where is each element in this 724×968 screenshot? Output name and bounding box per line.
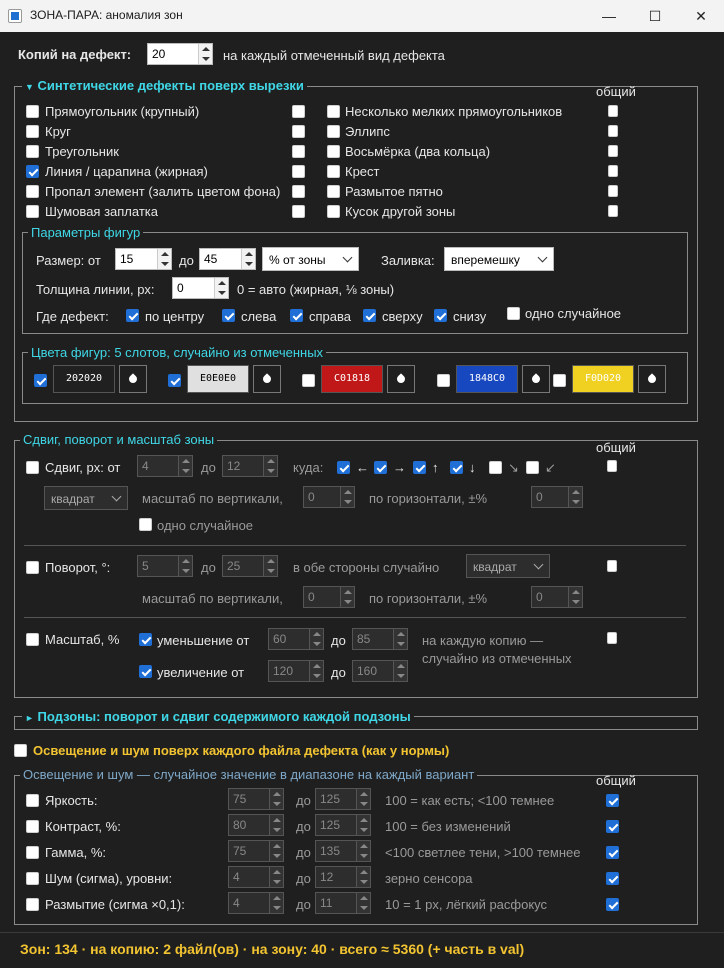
synthetic-right-checkbox-3[interactable] xyxy=(327,165,340,178)
lighting-row-hint-0: 100 = как есть; <100 темнее xyxy=(385,793,555,808)
lighting-row-common-checkbox-0[interactable] xyxy=(606,794,619,807)
scale-increase-checkbox[interactable] xyxy=(139,665,152,678)
synthetic-left-checkbox-2[interactable] xyxy=(26,145,39,158)
rotation-vscale-spinner[interactable]: 0 xyxy=(303,586,355,608)
where-checkbox-2[interactable] xyxy=(290,309,303,322)
direction-checkbox-5[interactable] xyxy=(526,461,539,474)
synthetic-right-checkbox-0[interactable] xyxy=(327,105,340,118)
where-label-5: одно случайное xyxy=(525,306,622,321)
shift-vscale-label: масштаб по вертикали, xyxy=(142,491,283,506)
window-title: ЗОНА-ПАРА: аномалия зон xyxy=(30,8,183,22)
scale-increase-label: увеличение от xyxy=(157,665,245,680)
color-slot-checkbox-1[interactable] xyxy=(168,374,181,387)
lighting-row-to-spinner-1[interactable]: 125 xyxy=(315,814,371,836)
shift-one-random-label: одно случайное xyxy=(157,518,254,533)
rotation-shape-select[interactable]: квадрат xyxy=(466,554,550,578)
lighting-row-common-checkbox-4[interactable] xyxy=(606,898,619,911)
synthetic-left-common-checkbox-0[interactable] xyxy=(292,105,305,118)
lighting-row-to-label-3: до xyxy=(296,871,311,886)
colors-title: Цвета фигур: 5 слотов, случайно из отмеченных xyxy=(28,345,326,360)
scale-common-checkbox[interactable] xyxy=(607,632,617,644)
lighting-row-label-3: Шум (сигма), уровни: xyxy=(45,871,173,886)
color-slot-swatch-2[interactable]: C01818 xyxy=(321,365,383,393)
synthetic-left-common-checkbox-2[interactable] xyxy=(292,145,305,158)
rotation-from-spinner[interactable]: 5 xyxy=(137,555,193,577)
synthetic-right-label-5: Кусок другой зоны xyxy=(345,204,456,219)
lighting-row-label-1: Контраст, %: xyxy=(45,819,121,834)
scale-hint-1: на каждую копию — xyxy=(422,633,544,648)
lighting-row-from-spinner-2[interactable]: 75 xyxy=(228,840,284,862)
synthetic-left-checkbox-0[interactable] xyxy=(26,105,39,118)
synthetic-left-label-2: Треугольник xyxy=(45,144,119,159)
synthetic-left-common-checkbox-5[interactable] xyxy=(292,205,305,218)
where-label: Где дефект: xyxy=(36,309,109,324)
lighting-row-to-spinner-0[interactable]: 125 xyxy=(315,788,371,810)
lighting-row-to-label-0: до xyxy=(296,793,311,808)
synthetic-right-checkbox-5[interactable] xyxy=(327,205,340,218)
rotation-label: Поворот, °: xyxy=(45,560,111,575)
thickness-hint: 0 = авто (жирная, ⅛ зоны) xyxy=(237,282,395,297)
synthetic-right-common-checkbox-5[interactable] xyxy=(608,205,618,217)
subzones-title[interactable]: ► Подзоны: поворот и сдвиг содержимого каждой подзоны xyxy=(22,709,414,724)
where-checkbox-5[interactable] xyxy=(507,307,520,320)
synthetic-right-checkbox-2[interactable] xyxy=(327,145,340,158)
color-slot-checkbox-2[interactable] xyxy=(302,374,315,387)
shift-hscale-spinner[interactable]: 0 xyxy=(531,486,583,508)
rotation-hscale-label: по горизонтали, ±% xyxy=(369,591,488,606)
color-slot-swatch-0[interactable]: 202020 xyxy=(53,365,115,393)
direction-arrow-icon-4: ↘ xyxy=(508,460,519,475)
eyedropper-icon[interactable] xyxy=(253,365,281,393)
lighting-row-label-4: Размытие (сигма ×0,1): xyxy=(45,897,185,912)
shift-from-spinner[interactable]: 4 xyxy=(137,455,193,477)
synthetic-right-label-1: Эллипс xyxy=(345,124,390,139)
where-label-2: справа xyxy=(309,309,351,324)
synthetic-title[interactable]: ▼ Синтетические дефекты поверх вырезки xyxy=(22,78,307,93)
params-title: Параметры фигур xyxy=(28,225,143,240)
lighting-row-checkbox-1[interactable] xyxy=(26,820,39,833)
synthetic-left-checkbox-1[interactable] xyxy=(26,125,39,138)
direction-arrow-icon-0: ← xyxy=(356,460,369,475)
rotation-hscale-spinner[interactable]: 0 xyxy=(531,586,583,608)
title-bar xyxy=(0,0,724,32)
direction-checkbox-1[interactable] xyxy=(374,461,387,474)
scale-decrease-label: уменьшение от xyxy=(157,633,250,648)
color-slot-swatch-1[interactable]: E0E0E0 xyxy=(187,365,249,393)
synthetic-right-common-checkbox-3[interactable] xyxy=(608,165,618,177)
where-checkbox-4[interactable] xyxy=(434,309,447,322)
shift-common-checkbox[interactable] xyxy=(607,460,617,472)
lighting-row-checkbox-0[interactable] xyxy=(26,794,39,807)
synthetic-right-checkbox-4[interactable] xyxy=(327,185,340,198)
scale-decrease-to-spinner[interactable]: 85 xyxy=(352,628,408,650)
synthetic-left-label-1: Круг xyxy=(45,124,71,139)
shift-to-spinner[interactable]: 12 xyxy=(222,455,278,477)
status-bar xyxy=(0,932,724,968)
scale-decrease-from-spinner[interactable]: 60 xyxy=(268,628,324,650)
where-label-0: по центру xyxy=(145,309,205,324)
direction-arrow-icon-3: ↓ xyxy=(469,460,476,475)
divider xyxy=(24,617,686,618)
shift-checkbox[interactable] xyxy=(26,461,39,474)
color-slot-swatch-4[interactable]: F0D020 xyxy=(572,365,634,393)
synthetic-left-common-checkbox-1[interactable] xyxy=(292,125,305,138)
maximize-button[interactable]: ☐ xyxy=(648,8,662,24)
lighting-row-hint-4: 10 = 1 px, лёгкий расфокус xyxy=(385,897,548,912)
synthetic-common-label: общий xyxy=(596,84,636,99)
scale-decrease-checkbox[interactable] xyxy=(139,633,152,646)
close-button[interactable]: ✕ xyxy=(695,8,707,24)
synthetic-left-checkbox-5[interactable] xyxy=(26,205,39,218)
thickness-label: Толщина линии, px: xyxy=(36,282,155,297)
shift-one-random-checkbox[interactable] xyxy=(139,518,152,531)
lighting-row-to-label-2: до xyxy=(296,845,311,860)
lighting-row-checkbox-3[interactable] xyxy=(26,872,39,885)
shift-label: Сдвиг, px: от xyxy=(45,460,121,475)
size-to-spinner[interactable]: 45 xyxy=(199,248,256,270)
lighting-row-common-checkbox-1[interactable] xyxy=(606,820,619,833)
copies-suffix: на каждый отмеченный вид дефекта xyxy=(223,48,445,63)
rotation-vscale-label: масштаб по вертикали, xyxy=(142,591,283,606)
lighting-row-to-label-1: до xyxy=(296,819,311,834)
lighting-row-from-spinner-4[interactable]: 4 xyxy=(228,892,284,914)
shift-title: Сдвиг, поворот и масштаб зоны xyxy=(20,432,217,447)
collapse-triangle-icon: ▼ xyxy=(25,82,34,92)
size-unit-select[interactable]: % от зоны xyxy=(262,247,359,271)
eyedropper-icon[interactable] xyxy=(522,365,550,393)
rotation-hint: в обе стороны случайно xyxy=(293,560,440,575)
app-icon xyxy=(8,9,22,23)
synthetic-left-label-3: Линия / царапина (жирная) xyxy=(45,164,208,179)
fill-label: Заливка: xyxy=(381,253,435,268)
synthetic-left-checkbox-4[interactable] xyxy=(26,185,39,198)
direction-checkbox-0[interactable] xyxy=(337,461,350,474)
synthetic-right-common-checkbox-0[interactable] xyxy=(608,105,618,117)
synthetic-left-label-5: Шумовая заплатка xyxy=(45,204,158,219)
shift-common-label: общий xyxy=(596,440,636,455)
lighting-row-common-checkbox-2[interactable] xyxy=(606,846,619,859)
rotation-to-spinner[interactable]: 25 xyxy=(222,555,278,577)
where-checkbox-0[interactable] xyxy=(126,309,139,322)
color-slot-checkbox-4[interactable] xyxy=(553,374,566,387)
synthetic-left-common-checkbox-4[interactable] xyxy=(292,185,305,198)
size-label: Размер: от xyxy=(36,253,101,268)
where-label-3: сверху xyxy=(382,309,423,324)
direction-arrow-icon-2: ↑ xyxy=(432,460,439,475)
direction-checkbox-3[interactable] xyxy=(450,461,463,474)
shift-hscale-label: по горизонтали, ±% xyxy=(369,491,488,506)
synthetic-left-checkbox-3[interactable] xyxy=(26,165,39,178)
where-label-4: снизу xyxy=(453,309,487,324)
lighting-row-label-0: Яркость: xyxy=(45,793,98,808)
lighting-row-hint-2: <100 светлее тени, >100 темнее xyxy=(385,845,581,860)
divider xyxy=(24,545,686,546)
where-label-1: слева xyxy=(241,309,277,324)
lighting-row-to-label-4: до xyxy=(296,897,311,912)
lighting-row-hint-3: зерно сенсора xyxy=(385,871,473,886)
lighting-row-from-spinner-0[interactable]: 75 xyxy=(228,788,284,810)
synthetic-right-common-checkbox-4[interactable] xyxy=(608,185,618,197)
size-from-spinner[interactable]: 15 xyxy=(115,248,172,270)
direction-arrow-icon-5: ↙ xyxy=(545,460,556,475)
shift-to-label: до xyxy=(201,460,216,475)
color-slot-checkbox-0[interactable] xyxy=(34,374,47,387)
synthetic-right-label-0: Несколько мелких прямоугольников xyxy=(345,104,563,119)
scale-decrease-to-label: до xyxy=(331,633,346,648)
direction-checkbox-2[interactable] xyxy=(413,461,426,474)
minimize-button[interactable]: — xyxy=(602,8,616,24)
synthetic-right-label-4: Размытое пятно xyxy=(345,184,443,199)
synthetic-right-common-checkbox-2[interactable] xyxy=(608,145,618,157)
size-to-label: до xyxy=(179,253,194,268)
copies-label: Копий на дефект: xyxy=(18,47,132,62)
color-slot-swatch-3[interactable]: 1848C0 xyxy=(456,365,518,393)
scale-checkbox[interactable] xyxy=(26,633,39,646)
lighting-checkbox[interactable] xyxy=(14,744,27,757)
expand-triangle-icon: ► xyxy=(25,713,34,723)
direction-checkbox-4[interactable] xyxy=(489,461,502,474)
thickness-spinner[interactable]: 0 xyxy=(172,277,229,299)
lighting-common-label: общий xyxy=(596,773,636,788)
lighting-row-from-spinner-3[interactable]: 4 xyxy=(228,866,284,888)
lighting-row-label-2: Гамма, %: xyxy=(45,845,107,860)
eyedropper-icon[interactable] xyxy=(638,365,666,393)
lighting-row-to-spinner-4[interactable]: 11 xyxy=(315,892,371,914)
synthetic-right-label-2: Восьмёрка (два кольца) xyxy=(345,144,491,159)
lighting-row-checkbox-4[interactable] xyxy=(26,898,39,911)
color-slot-checkbox-3[interactable] xyxy=(437,374,450,387)
lighting-row-common-checkbox-3[interactable] xyxy=(606,872,619,885)
fill-select[interactable]: вперемешку xyxy=(444,247,554,271)
rotation-checkbox[interactable] xyxy=(26,561,39,574)
scale-label: Масштаб, % xyxy=(45,632,120,647)
where-checkbox-3[interactable] xyxy=(363,309,376,322)
scale-increase-to-label: до xyxy=(331,665,346,680)
lighting-row-from-spinner-1[interactable]: 80 xyxy=(228,814,284,836)
synthetic-left-label-4: Пропал элемент (залить цветом фона) xyxy=(45,184,281,199)
lighting-toggle-label: Освещение и шум поверх каждого файла дефекта (как у нормы) xyxy=(33,743,450,758)
eyedropper-icon[interactable] xyxy=(119,365,147,393)
shift-shape-select[interactable]: квадрат xyxy=(44,486,128,510)
synthetic-right-checkbox-1[interactable] xyxy=(327,125,340,138)
synthetic-right-label-3: Крест xyxy=(345,164,380,179)
synthetic-left-label-0: Прямоугольник (крупный) xyxy=(45,104,200,119)
scale-hint-2: случайно из отмеченных xyxy=(422,651,572,666)
direction-arrow-icon-1: → xyxy=(393,460,406,475)
synthetic-right-common-checkbox-1[interactable] xyxy=(608,125,618,137)
lighting-row-hint-1: 100 = без изменений xyxy=(385,819,511,834)
status-text: Зон: 134 · на копию: 2 файл(ов) · на зону: 40 · всего ≈ 5360 (+ часть в val) xyxy=(20,941,525,957)
shift-where-label: куда: xyxy=(293,460,324,475)
where-checkbox-1[interactable] xyxy=(222,309,235,322)
eyedropper-icon[interactable] xyxy=(387,365,415,393)
lighting-row-to-spinner-2[interactable]: 135 xyxy=(315,840,371,862)
scale-increase-from-spinner[interactable]: 120 xyxy=(268,660,324,682)
scale-increase-to-spinner[interactable]: 160 xyxy=(352,660,408,682)
synthetic-left-common-checkbox-3[interactable] xyxy=(292,165,305,178)
lighting-row-to-spinner-3[interactable]: 12 xyxy=(315,866,371,888)
shift-vscale-spinner[interactable]: 0 xyxy=(303,486,355,508)
lighting-title: Освещение и шум — случайное значение в диапазоне на каждый вариант xyxy=(20,767,477,782)
lighting-row-checkbox-2[interactable] xyxy=(26,846,39,859)
rotation-to-label: до xyxy=(201,560,216,575)
rotation-common-checkbox[interactable] xyxy=(607,560,617,572)
copies-spinner[interactable]: 20 xyxy=(147,43,213,65)
